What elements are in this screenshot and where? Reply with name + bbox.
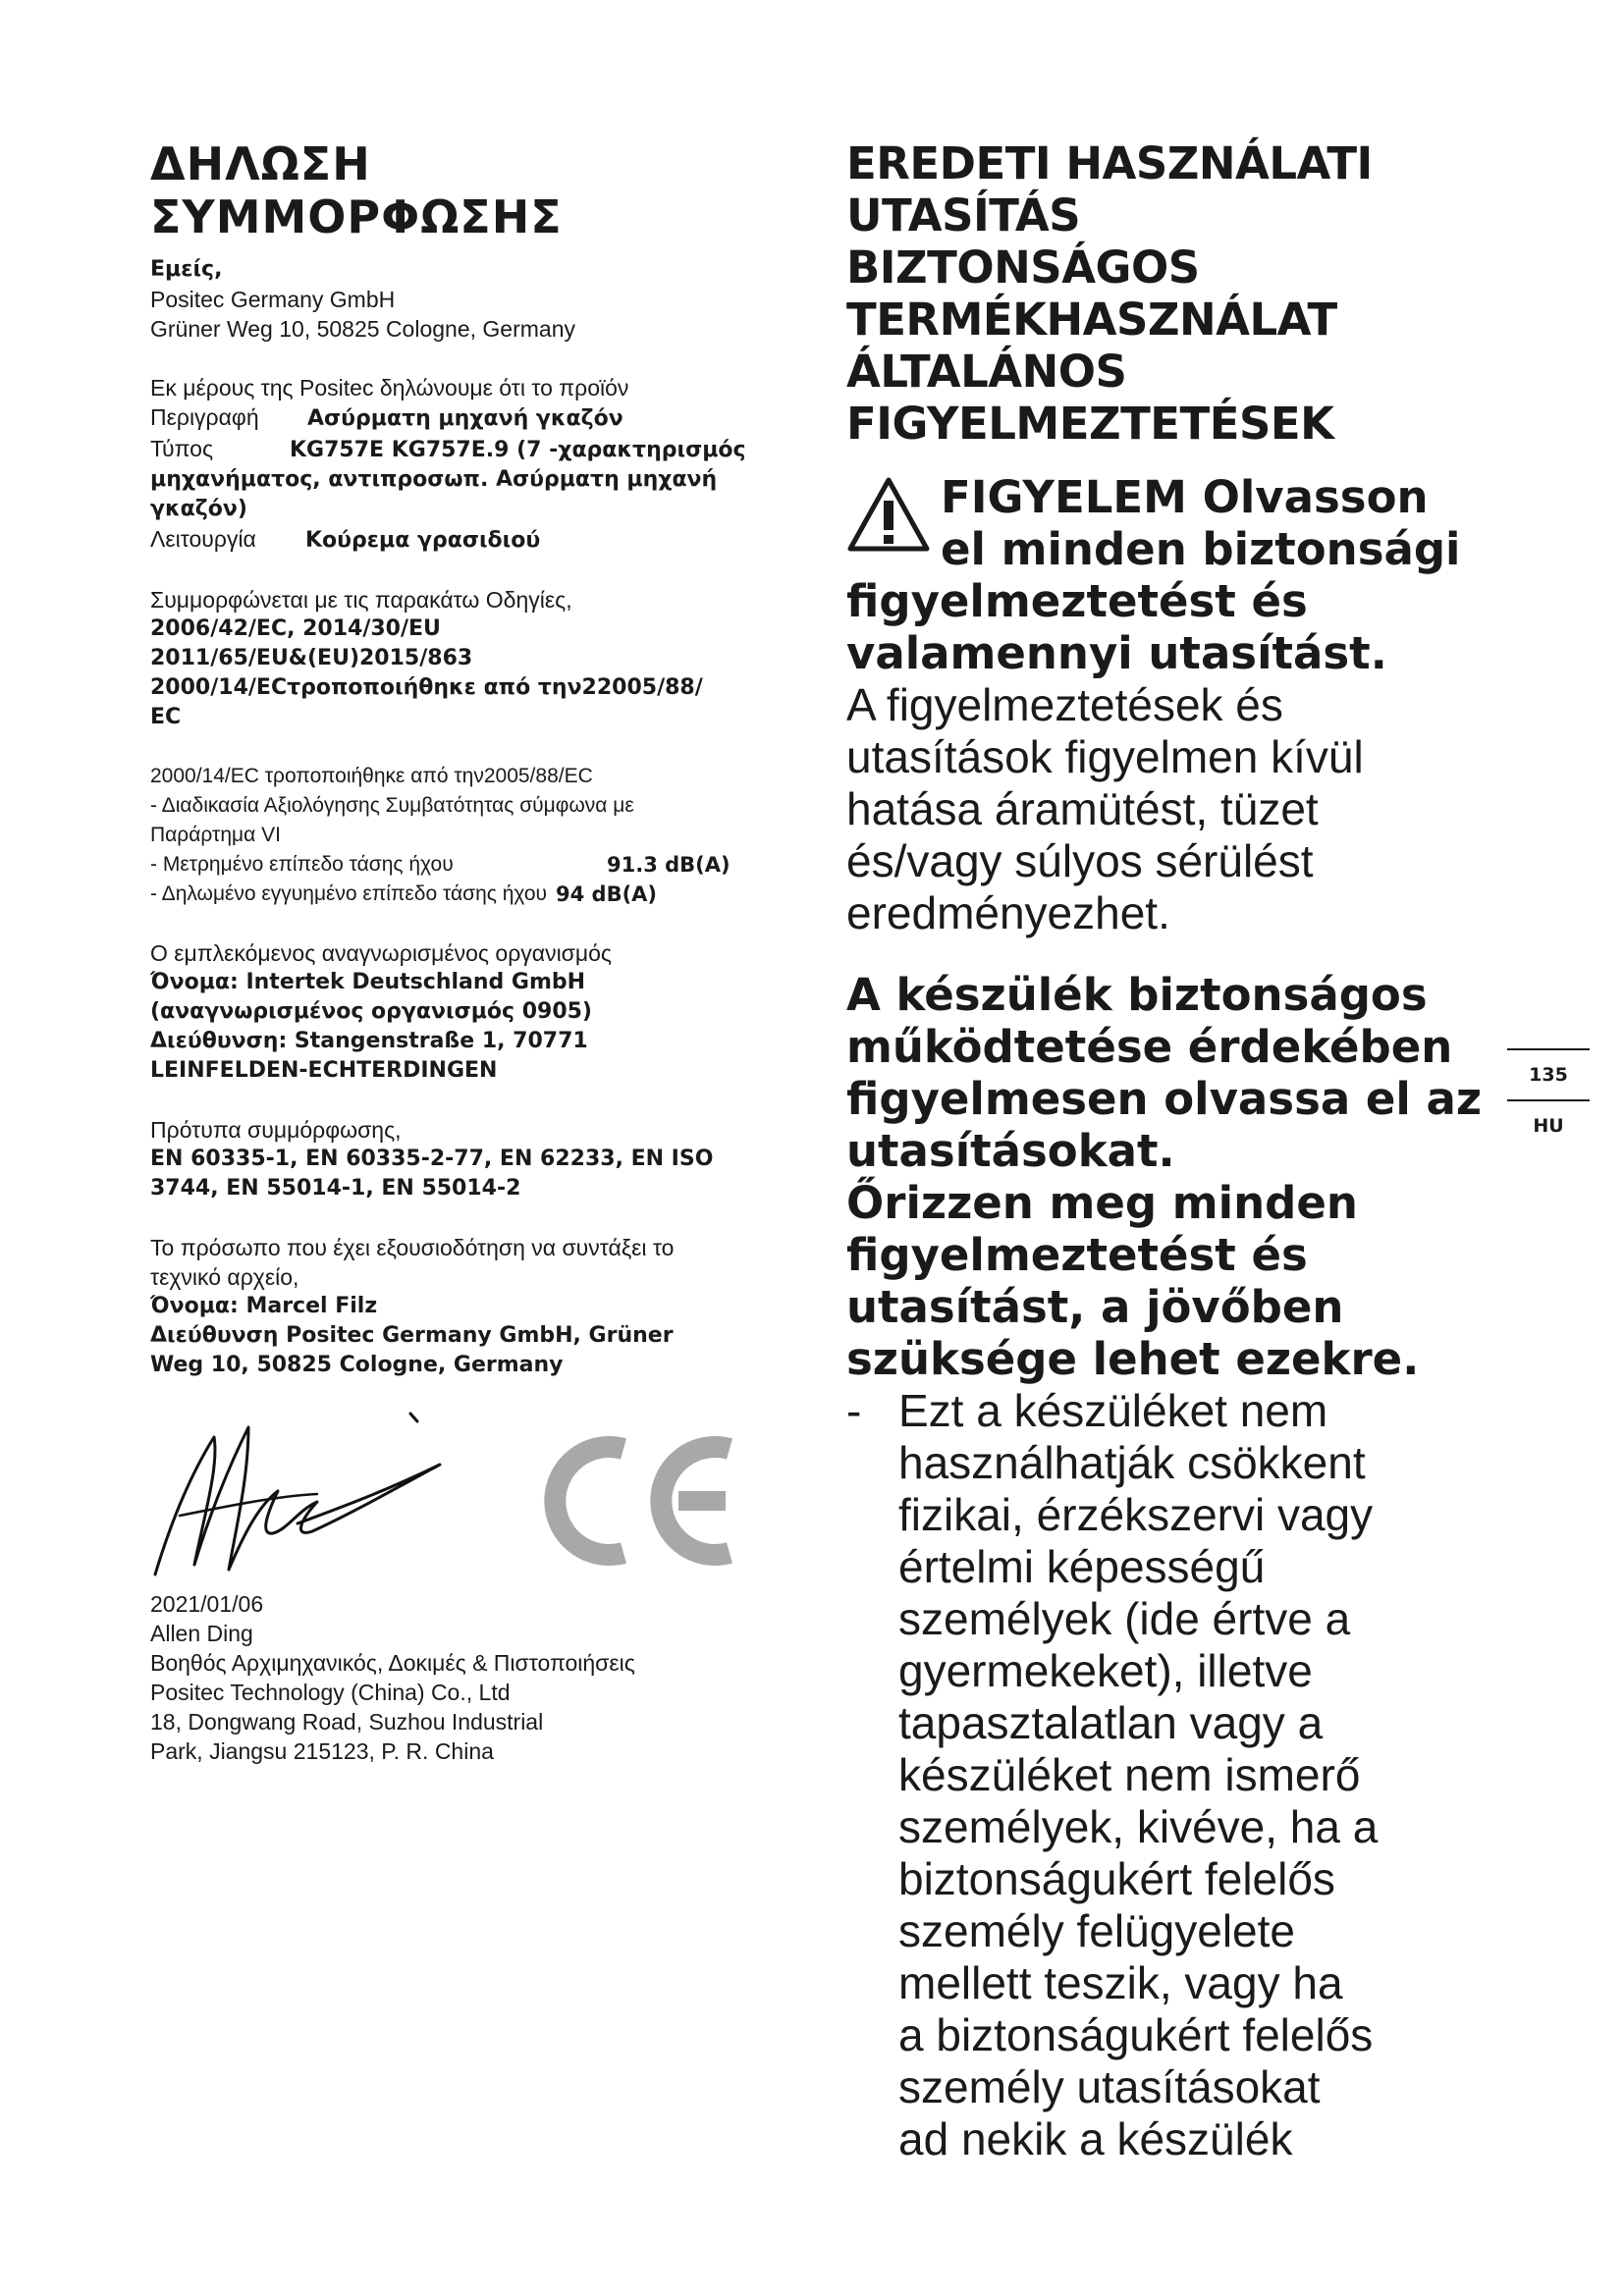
title-line: UTASÍTÁS — [846, 189, 1081, 241]
warning-text: utasítások figyelmen kívül — [846, 731, 1364, 782]
page-number: 135 — [1529, 1064, 1568, 1086]
authorised-address: Διεύθυνση Positec Germany GmbH, Grüner — [150, 1323, 674, 1348]
type-value-line: μηχανήματος, αντιπροσωπ. Ασύρματη μηχανή — [150, 467, 718, 492]
warning-text: hatása áramütést, tüzet — [846, 783, 1319, 834]
safety-line: figyelmeztetést és — [846, 1229, 1308, 1281]
warning-text: A figyelmeztetések és — [846, 679, 1283, 730]
type-value-line: γκαζόν) — [150, 497, 247, 521]
signature-icon — [150, 1408, 464, 1584]
warning-heading-line: FIGYELEM Olvasson — [941, 471, 1429, 523]
page-language: HU — [1533, 1115, 1564, 1137]
bullet-line: ad nekik a készülék — [898, 2113, 1293, 2164]
safety-line: Őrizzen meg minden — [846, 1177, 1358, 1229]
bullet-line: Ezt a készüléket nem — [898, 1385, 1328, 1436]
declaration-column — [150, 137, 798, 1766]
declaration-title — [150, 137, 798, 243]
warning-block — [846, 471, 1494, 575]
bullet-line: használhatják csökkent — [898, 1437, 1366, 1488]
safety-line: utasítást, a jövőben — [846, 1281, 1344, 1333]
safety-line: figyelmesen olvassa el az — [846, 1073, 1483, 1125]
safety-line: A készülék biztonságos — [846, 969, 1428, 1021]
guaranteed-value: 94 dB(A) — [556, 882, 658, 906]
directive-line: 2006/42/EC, 2014/30/EU — [150, 616, 441, 641]
directive-line: 2011/65/EU&(EU)2015/863 — [150, 646, 473, 670]
company-address: Grüner Weg 10, 50825 Cologne, Germany — [150, 316, 575, 342]
authorised-text: Το πρόσωπο που έχει εξουσιοδότηση να συντάξει το — [150, 1235, 675, 1260]
function-row — [150, 524, 798, 556]
notified-city: LEINFELDEN-ECHTERDINGEN — [150, 1058, 498, 1083]
procedure-line: - Διαδικασία Αξιολόγησης Συμβατότητας σύμφωνα με — [150, 794, 634, 817]
warning-heading-line: el minden biztonsági — [941, 523, 1461, 575]
standards-intro: Πρότυπα συμμόρφωσης, — [150, 1117, 402, 1143]
notified-id: (αναγνωρισμένος οργανισμός 0905) — [150, 999, 592, 1024]
type-label: Τύπος — [150, 436, 214, 461]
bullet-line: személy utasításokat — [898, 2061, 1321, 2112]
ce-mark-icon — [533, 1427, 739, 1575]
bullet-line: mellett teszik, vagy ha — [898, 1957, 1343, 2008]
signature-date: 2021/01/06 — [150, 1591, 264, 1617]
signer-address: 18, Dongwang Road, Suzhou Industrial — [150, 1709, 544, 1735]
warning-line: valamennyi utasítást. — [846, 627, 1387, 679]
bullet-item — [846, 1385, 1494, 2165]
notified-address: Διεύθυνση: Stangenstraße 1, 70771 — [150, 1029, 588, 1053]
signer-address: Park, Jiangsu 215123, P. R. China — [150, 1738, 494, 1764]
bullet-line: biztonságukért felelős — [898, 1853, 1335, 1904]
bullet-line: személyek (ide értve a — [898, 1593, 1351, 1644]
type-value: KG757E KG757E.9 (7 -χαρακτηρισμός — [290, 438, 746, 462]
warning-text: és/vagy súlyos sérülést — [846, 835, 1314, 886]
title-line: ΣΥΜΜΟΡΦΩΣΗΣ — [150, 190, 563, 243]
authorised-name: Όνομα: Marcel Filz — [150, 1294, 378, 1318]
directive-line: 2000/14/ECτροποποιήθηκε από την22005/88/ — [150, 675, 703, 700]
directives-intro: Συμμορφώνεται με τις παρακάτω Οδηγίες, — [150, 587, 572, 613]
bullet-line: a biztonságukért felelős — [898, 2009, 1374, 2060]
function-value: Κούρεμα γρασιδιού — [305, 528, 541, 553]
title-line: ÁLTALÁNOS — [846, 346, 1127, 398]
bullet-line: személy felügyelete — [898, 1905, 1295, 1956]
authorised-address: Weg 10, 50825 Cologne, Germany — [150, 1353, 564, 1377]
bullet-line: személyek, kivéve, ha a — [898, 1801, 1379, 1852]
description-label: Περιγραφή — [150, 404, 259, 430]
measured-label: - Μετρημένο επίπεδο τάσης ήχου — [150, 853, 454, 876]
measured-row — [150, 850, 798, 880]
warning-line: figyelmeztetést és — [846, 575, 1308, 627]
title-line: TERMÉKHASZNÁLAT — [846, 294, 1337, 346]
signer-company: Positec Technology (China) Co., Ltd — [150, 1680, 511, 1705]
title-line: FIGYELMEZTETÉSEK — [846, 398, 1334, 450]
safety-line: utasításokat. — [846, 1125, 1175, 1177]
instructions-column — [846, 137, 1494, 2165]
signature-area — [150, 1408, 798, 1589]
title-line: BIZTONSÁGOS — [846, 241, 1200, 294]
measured-value: 91.3 dB(A) — [607, 853, 731, 877]
description-row — [150, 402, 798, 434]
standards-line: 3744, EN 55014-1, EN 55014-2 — [150, 1176, 521, 1201]
bullet-line: gyermekeket), illetve — [898, 1645, 1313, 1696]
bullet-text — [898, 1385, 1378, 2165]
warning-text: eredményezhet. — [846, 887, 1170, 938]
instructions-title — [846, 137, 1494, 450]
guaranteed-label: - Δηλωμένο εγγυημένο επίπεδο τάσης ήχου — [150, 882, 548, 905]
procedure-line: Παράρτημα VI — [150, 824, 281, 846]
bullet-dash: - — [846, 1385, 862, 1436]
signer-name: Allen Ding — [150, 1621, 253, 1646]
bullet-line: értelmi képességű — [898, 1541, 1266, 1592]
directive-line: EC — [150, 705, 182, 729]
description-value: Ασύρματη μηχανή γκαζόν — [307, 406, 623, 431]
function-label: Λειτουργία — [150, 526, 256, 552]
signer-role: Βοηθός Αρχιμηχανικός, Δοκιμές & Πιστοποιήσεις — [150, 1650, 635, 1676]
on-behalf-text: Εκ μέρους της Positec δηλώνουμε ότι το προϊόν — [150, 375, 629, 400]
amendment-line: 2000/14/EC τροποποιήθηκε από την2005/88/EC — [150, 765, 593, 787]
we-label: Εμείς, — [150, 257, 223, 282]
title-line: EREDETI HASZNÁLATI — [846, 137, 1373, 189]
guaranteed-row — [150, 880, 798, 909]
company-name: Positec Germany GmbH — [150, 287, 396, 312]
title-line: ΔΗΛΩΣΗ — [150, 137, 371, 190]
bullet-line: tapasztalatlan vagy a — [898, 1697, 1324, 1748]
bullet-line: készüléket nem ismerő — [898, 1749, 1361, 1800]
authorised-text: τεχνικό αρχείο, — [150, 1264, 299, 1290]
bullet-line: fizikai, érzékszervi vagy — [898, 1489, 1374, 1540]
notified-intro: Ο εμπλεκόμενος αναγνωρισμένος οργανισμός — [150, 940, 613, 966]
standards-line: EN 60335-1, EN 60335-2-77, EN 62233, EN ISO — [150, 1147, 714, 1171]
safety-line: működtetése érdekében — [846, 1021, 1453, 1073]
page-number-tab — [1507, 1048, 1590, 1150]
type-row — [150, 434, 798, 465]
notified-name: Όνομα: Intertek Deutschland GmbH — [150, 970, 586, 994]
safety-line: szüksége lehet ezekre. — [846, 1333, 1420, 1385]
warning-triangle-icon — [846, 475, 931, 554]
